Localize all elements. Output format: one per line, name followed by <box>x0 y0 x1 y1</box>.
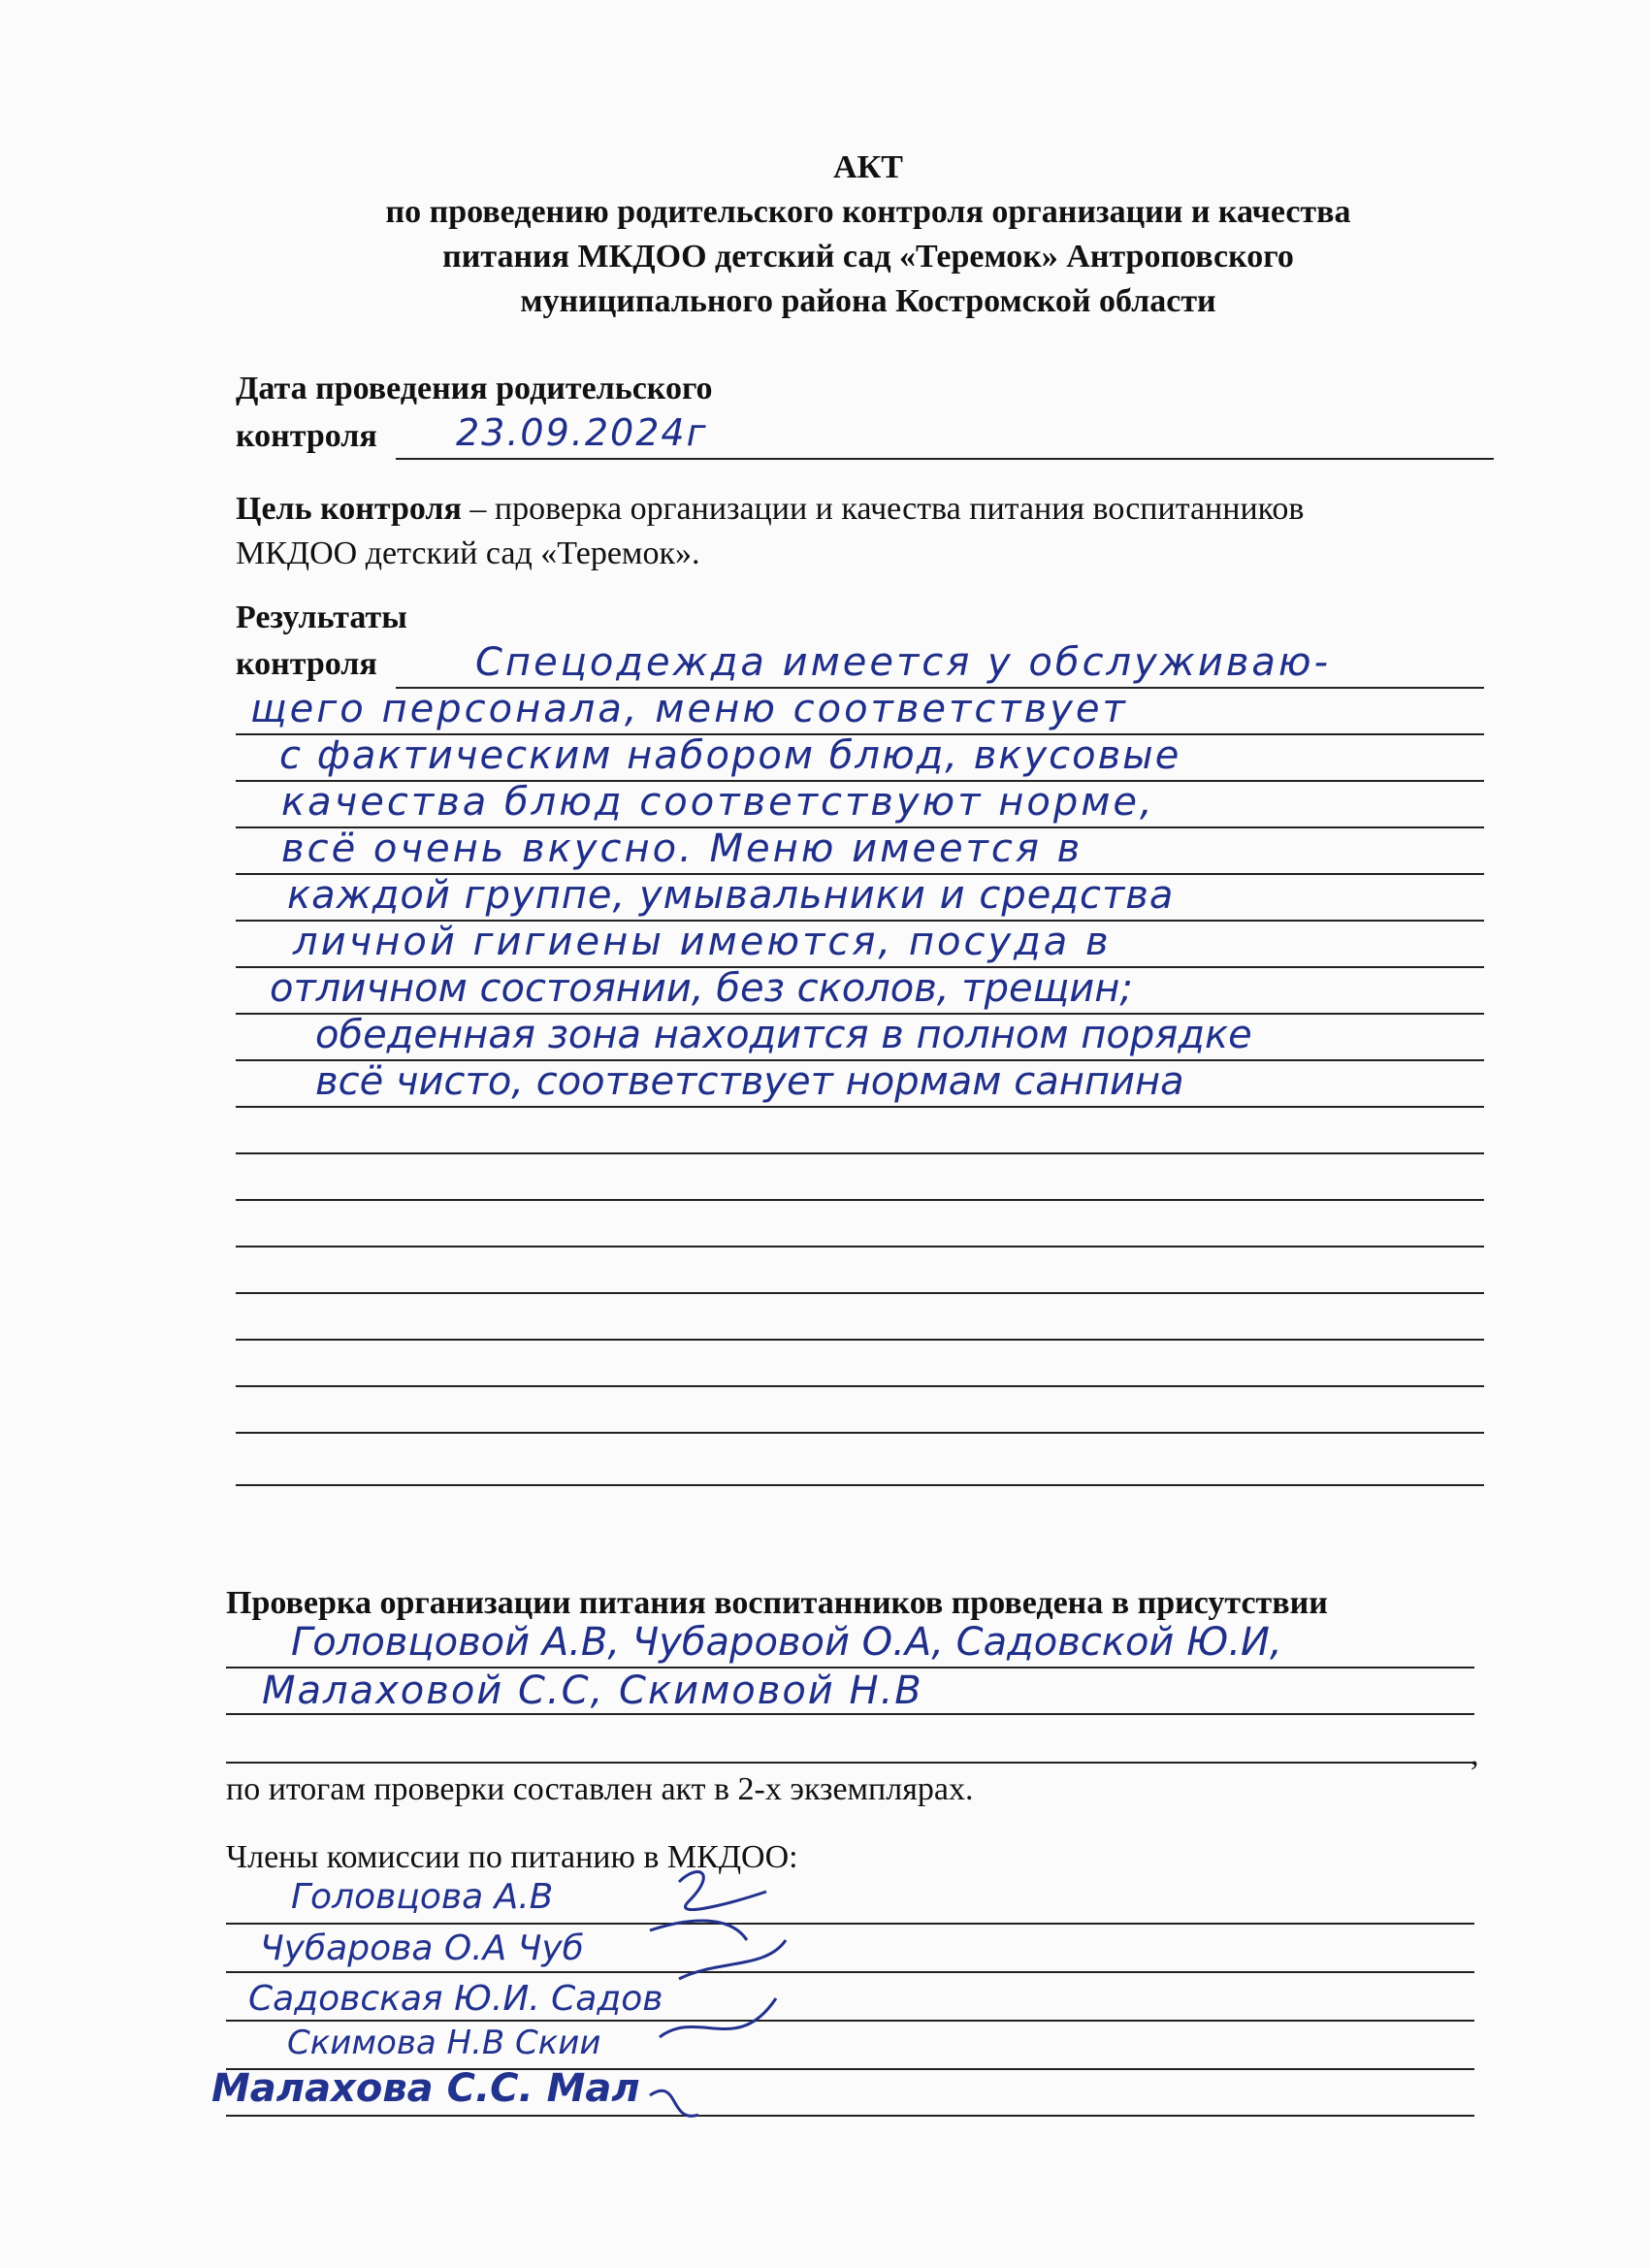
results-rule-11 <box>236 1152 1484 1154</box>
goal-paragraph-line-2: МКДОО детский сад «Теремок». <box>236 535 700 571</box>
date-label-line-1: Дата проведения родительского <box>236 371 713 406</box>
results-handwriting-line-3: с фактическим набором блюд, вкусовые <box>279 733 1181 778</box>
presence-handwriting-line-2: Малаховой С.С, Скимовой Н.В <box>262 1669 923 1713</box>
results-rule-16 <box>236 1385 1484 1387</box>
document-title: АКТ <box>833 149 903 185</box>
committee-rule-5 <box>226 2115 1474 2117</box>
results-handwriting-line-9: обеденная зона находится в полном порядке <box>315 1013 1252 1057</box>
results-label-line-2: контроля <box>236 646 377 682</box>
document-subtitle-line-1: по проведению родительского контроля организации и качества <box>385 194 1351 230</box>
document-subtitle-line-3: муниципального района Костромской области <box>520 283 1216 319</box>
results-handwriting-line-6: каждой группе, умывальники и средства <box>287 873 1175 918</box>
presence-label: Проверка организации питания воспитанников проведена в присутствии <box>226 1585 1328 1621</box>
results-rule-17 <box>236 1432 1484 1434</box>
signature-3: Садовская Ю.И. Садов <box>248 1979 663 2019</box>
results-label-line-1: Результаты <box>236 599 407 635</box>
signature-flourishes <box>621 1863 795 2144</box>
results-rule-10 <box>236 1106 1484 1108</box>
presence-trailing-comma: , <box>1471 1736 1479 1772</box>
results-rule-14 <box>236 1292 1484 1294</box>
committee-rule-1 <box>226 1923 1474 1925</box>
committee-label: Члены комиссии по питанию в МКДОО: <box>226 1839 798 1875</box>
committee-rule-2 <box>226 1971 1474 1973</box>
results-handwriting-line-5: всё очень вкусно. Меню имеется в <box>281 826 1083 871</box>
results-handwriting-line-4: качества блюд соответствуют норме, <box>281 780 1155 825</box>
committee-rule-3 <box>226 2020 1474 2022</box>
results-rule-18 <box>236 1484 1484 1486</box>
goal-label: Цель контроля <box>236 491 462 527</box>
results-handwriting-line-8: отличном состоянии, без сколов, трещин; <box>270 966 1133 1011</box>
results-handwriting-line-2: щего персонала, меню соответствует <box>250 687 1128 731</box>
signature-5: Малахова С.С. Мал <box>211 2066 640 2111</box>
signature-1: Головцова А.В <box>291 1877 554 1917</box>
document-subtitle-line-2: питания МКДОО детский сад «Теремок» Антроповского <box>442 239 1294 275</box>
signature-2: Чубарова О.А Чуб <box>260 1928 584 1968</box>
presence-handwriting-line-1: Головцовой А.В, Чубаровой О.А, Садовской Ю.И, <box>291 1620 1282 1665</box>
results-handwriting-line-7: личной гигиены имеются, посуда в <box>293 920 1112 964</box>
results-handwriting-line-1: Спецодежда имеется у обслуживаю- <box>475 640 1332 685</box>
results-rule-13 <box>236 1246 1484 1247</box>
date-value: 23.09.2024г <box>456 411 708 454</box>
presence-rule-3 <box>226 1762 1474 1764</box>
results-rule-15 <box>236 1339 1484 1341</box>
signature-4: Скимова Н.В Скии <box>287 2024 601 2062</box>
results-handwriting-line-10: всё чисто, соответствует нормам санпина <box>315 1059 1184 1104</box>
presence-rule-2 <box>226 1713 1474 1715</box>
results-rule-12 <box>236 1199 1484 1201</box>
document-header <box>242 146 1494 324</box>
goal-text-1: – проверка организации и качества питания воспитанников <box>461 491 1305 527</box>
goal-paragraph-line-1 <box>236 487 1305 532</box>
closing-text: по итогам проверки составлен акт в 2-х экземплярах. <box>226 1771 974 1807</box>
date-underline <box>396 458 1494 460</box>
date-label-line-2: контроля <box>236 418 377 454</box>
